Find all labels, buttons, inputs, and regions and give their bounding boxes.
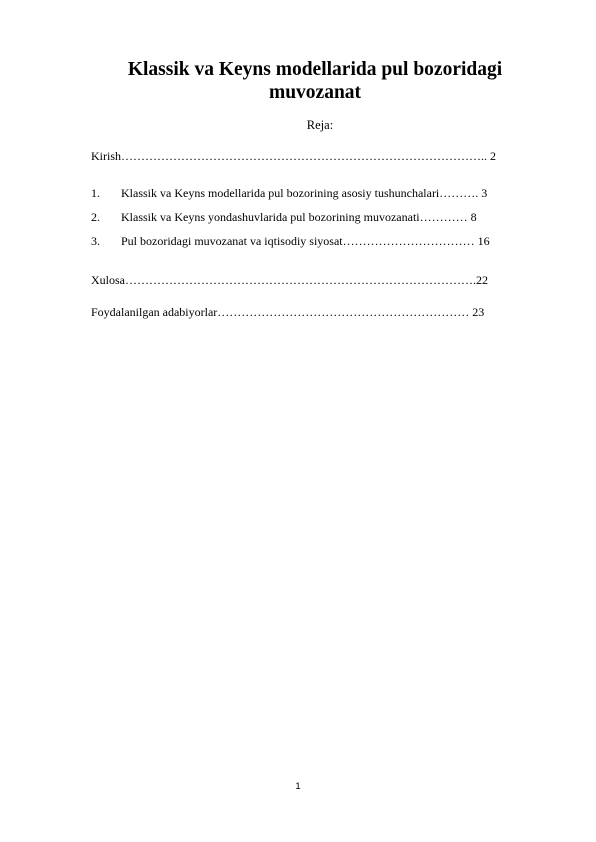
toc-entry-text: Foydalanilgan adabiyorlar……………………………………………………… 23 bbox=[91, 305, 485, 319]
plan-heading: Reja: bbox=[306, 118, 334, 132]
toc-entry-text: Pul bozoridagi muvozanat va iqtisodiy siyosat…………………………… 16 bbox=[121, 234, 490, 248]
toc-entry-3 bbox=[91, 233, 551, 249]
toc-entry-1 bbox=[91, 185, 551, 201]
toc-entry-conclusion bbox=[91, 272, 551, 288]
document-title: Klassik va Keyns modellarida pul bozoridagi muvozanat bbox=[127, 59, 503, 103]
page-number: 1 bbox=[295, 781, 301, 792]
toc-entry-2 bbox=[91, 209, 551, 225]
toc-entry-references bbox=[91, 304, 551, 320]
toc-entry-text: Kirish……………………………………………………………………………….. 2 bbox=[91, 149, 496, 163]
toc-entry-number: 3. bbox=[91, 234, 100, 248]
toc-entry-text: Xulosa…………………………………………………………………………….22 bbox=[91, 273, 488, 287]
toc-entry-intro bbox=[91, 148, 551, 164]
toc-entry-text: Klassik va Keyns modellarida pul bozorining asosiy tushunchalari………. 3 bbox=[121, 186, 488, 200]
toc-entry-number: 2. bbox=[91, 210, 100, 224]
toc-entry-number: 1. bbox=[91, 186, 100, 200]
toc-entry-text: Klassik va Keyns yondashuvlarida pul bozorining muvozanati………… 8 bbox=[121, 210, 477, 224]
